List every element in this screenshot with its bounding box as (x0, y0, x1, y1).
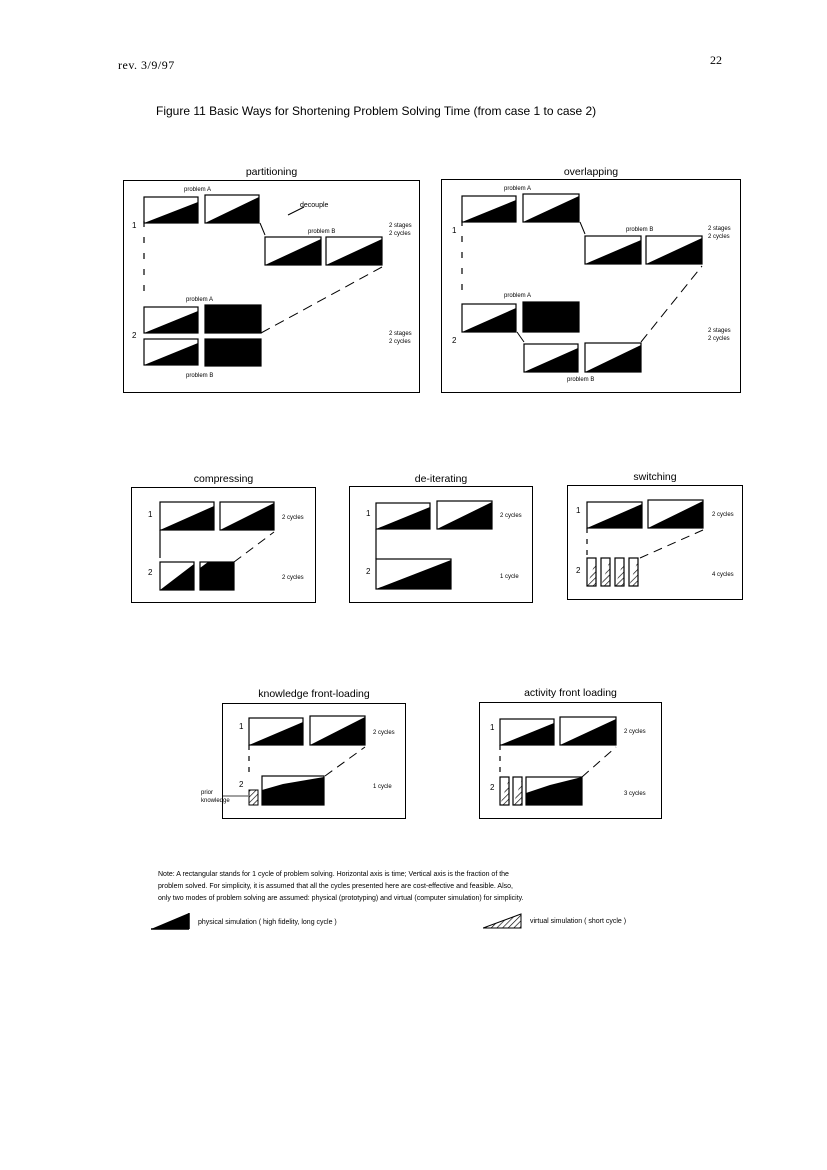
compressing-title: compressing (193, 473, 254, 485)
progress-wedge (200, 562, 234, 590)
prior-knowledge-box (249, 790, 258, 805)
case-2-label: 2 (132, 331, 137, 340)
case-1-label: 1 (132, 221, 137, 230)
de-iterating-diagram (350, 487, 534, 604)
handoff-arrow (517, 332, 524, 342)
case-2-label: 2 (452, 336, 457, 345)
cycles-label: 1 cycle (373, 784, 392, 790)
prior-label: prior (201, 790, 214, 796)
case-2-label: 2 (239, 780, 244, 789)
physical-simulation-legend-icon (151, 912, 191, 930)
handoff-arrow (580, 222, 585, 234)
note-line-3: only two modes of problem solving are assumed: physical (prototyping) and virtual (computer simulation) for simplicity. (158, 895, 524, 902)
physical-cycle-box (205, 339, 261, 366)
cycles-label: 2 cycles (282, 515, 304, 521)
time-saving-line (234, 532, 274, 562)
cycles-label: 4 cycles (712, 572, 734, 578)
partitioning-panel (123, 180, 420, 393)
time-saving-line (641, 266, 702, 342)
knowledge-front-loading-diagram (223, 704, 407, 820)
stages-label: 2 stages (708, 226, 731, 232)
cycles-label: 2 cycles (373, 730, 395, 736)
switching-diagram (568, 486, 744, 601)
problem-b-label: problem B (567, 377, 595, 383)
stages-label: 2 stages (389, 223, 412, 229)
time-saving-line (325, 747, 365, 776)
handoff-arrow (260, 223, 265, 235)
activity-front-loading-title: activity front loading (524, 687, 617, 699)
case-1-label: 1 (576, 506, 581, 515)
cycles-label: 2 cycles (708, 234, 730, 240)
time-saving-line (640, 530, 703, 558)
cycles-label: 2 cycles (624, 729, 646, 735)
physical-cycle-box (205, 305, 261, 333)
cycles-label: 2 cycles (282, 575, 304, 581)
virtual-simulation-legend-label: virtual simulation ( short cycle ) (530, 918, 627, 925)
note-line-1: Note: A rectangular stands for 1 cycle of problem solving. Horizontal axis is time; Vertical axis is the fraction of the (158, 871, 509, 878)
overlapping-title: overlapping (563, 166, 619, 178)
knowledge-front-loading-panel (222, 703, 406, 819)
activity-front-loading-panel (479, 702, 662, 819)
page-number: 22 (710, 53, 722, 67)
compressing-panel (131, 487, 316, 603)
cycles-label: 2 cycles (708, 336, 730, 342)
problem-b-label: problem B (308, 229, 336, 235)
time-saving-line (582, 747, 616, 777)
partitioning-diagram (124, 181, 421, 394)
case-2-label: 2 (490, 783, 495, 792)
virtual-simulation-legend-icon (483, 913, 523, 929)
case-1-label: 1 (452, 226, 457, 235)
cycles-label: 2 cycles (389, 231, 411, 237)
problem-a-label: problem A (186, 297, 214, 303)
case-1-label: 1 (490, 723, 495, 732)
case-1-label: 1 (148, 510, 153, 519)
case-2-label: 2 (366, 567, 371, 576)
cycles-label: 2 cycles (500, 513, 522, 519)
physical-simulation-legend-label: physical simulation ( high fidelity, long cycle ) (198, 919, 337, 926)
cycles-label: 3 cycles (624, 791, 646, 797)
knowledge-label: knowledge (201, 798, 230, 804)
activity-front-loading-diagram (480, 703, 663, 820)
physical-cycle-box (523, 302, 579, 332)
switching-panel (567, 485, 743, 600)
de-iterating-panel (349, 486, 533, 603)
case-1-label: 1 (366, 509, 371, 518)
stages-label: 2 stages (708, 328, 731, 334)
decouple-label: decouple (300, 202, 329, 209)
case-1-label: 1 (239, 722, 244, 731)
note-line-2: problem solved. For simplicity, it is assumed that all the cycles presented here are cost-effective and feasible. Also, (158, 883, 513, 890)
overlapping-diagram (442, 180, 742, 394)
problem-a-label: problem A (504, 293, 532, 299)
cycles-label: 1 cycle (500, 574, 519, 580)
stages-label: 2 stages (389, 331, 412, 337)
revision-date: rev. 3/9/97 (118, 58, 175, 72)
time-saving-line (261, 267, 382, 333)
cycles-label: 2 cycles (712, 512, 734, 518)
problem-a-label: problem A (504, 186, 532, 192)
de-iterating-title: de-iterating (414, 473, 468, 485)
problem-b-label: problem B (626, 227, 654, 233)
switching-title: switching (633, 471, 677, 483)
partitioning-title: partitioning (245, 166, 298, 178)
figure-title: Figure 11 Basic Ways for Shortening Problem Solving Time (from case 1 to case 2) (156, 104, 597, 118)
case-2-label: 2 (148, 568, 153, 577)
problem-a-label: problem A (184, 187, 212, 193)
cycles-label: 2 cycles (389, 339, 411, 345)
overlapping-panel (441, 179, 741, 393)
case-2-label: 2 (576, 566, 581, 575)
problem-b-label: problem B (186, 373, 214, 379)
compressing-diagram (132, 488, 317, 604)
knowledge-front-loading-title: knowledge front-loading (258, 688, 370, 700)
